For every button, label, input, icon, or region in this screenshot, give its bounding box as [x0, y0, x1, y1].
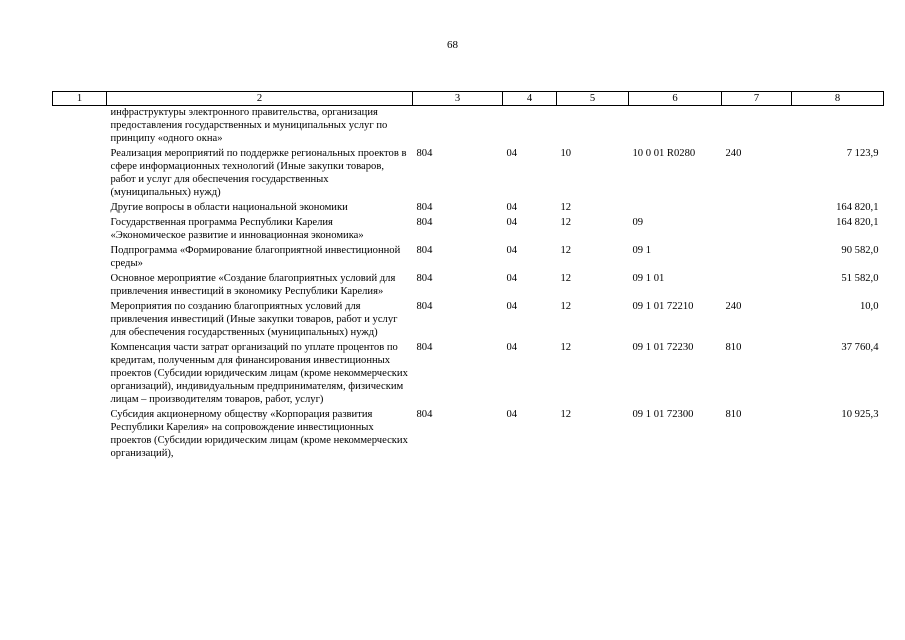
- header-cell: 2: [107, 92, 413, 106]
- cell-subsection: 12: [560, 217, 572, 228]
- cell-section: [503, 106, 557, 148]
- cell-expense-type: [722, 201, 792, 216]
- table-row: [53, 244, 884, 272]
- table-row: [53, 341, 884, 408]
- col-empty: [53, 272, 107, 300]
- header-cell: 6: [629, 92, 722, 106]
- cell-name: Компенсация части затрат организаций по уплате процентов по кредитам, полученным для финансирования инвестиционных проектов (Субсидии юридическим лицам (кроме некоммерческих организаций), индивидуальным предпринимателям, физическим лицам – производителям товаров, работ, услуг): [110, 342, 408, 405]
- cell-name: Подпрограмма «Формирование благоприятной инвестиционной среды»: [110, 245, 401, 269]
- cell-expense-type: 810: [725, 409, 742, 420]
- cell-amount: 10 925,3: [841, 409, 879, 420]
- col-empty: [53, 244, 107, 272]
- col-empty: [53, 216, 107, 244]
- table-row: [53, 216, 884, 244]
- col-empty: [53, 106, 107, 148]
- table-row: [53, 300, 884, 341]
- cell-name: Мероприятия по созданию благоприятных условий для привлечения инвестиций (Иные закупки товаров, работ и услуг для обеспечения государственных (муниципальных) нужд): [110, 301, 398, 338]
- cell-grbs: 804: [416, 217, 433, 228]
- cell-section: 04: [506, 409, 518, 420]
- cell-expense-type: [722, 216, 792, 244]
- cell-grbs: 804: [416, 148, 433, 159]
- cell-expense-type: [722, 106, 792, 148]
- cell-section: 04: [506, 342, 518, 353]
- cell-grbs: 804: [416, 273, 433, 284]
- cell-target-article: [629, 106, 722, 148]
- cell-name: инфраструктуры электронного правительства, организация предоставления государственных и муниципальных услуг по принципу «одного окна»: [110, 107, 388, 144]
- cell-target-article: 09: [632, 217, 644, 228]
- cell-amount: [792, 106, 884, 148]
- table-header: [53, 92, 884, 106]
- cell-grbs: 804: [416, 409, 433, 420]
- cell-section: 04: [506, 301, 518, 312]
- cell-expense-type: 240: [725, 148, 742, 159]
- page-number: 68: [447, 39, 458, 51]
- header-cell: 5: [557, 92, 629, 106]
- col-empty: [53, 341, 107, 408]
- cell-target-article: 09 1 01 72230: [632, 342, 694, 353]
- cell-grbs: 804: [416, 301, 433, 312]
- cell-target-article: 09 1 01: [632, 273, 665, 284]
- col-empty: [53, 147, 107, 201]
- cell-expense-type: 810: [725, 342, 742, 353]
- cell-subsection: 12: [560, 409, 572, 420]
- col-empty: [53, 408, 107, 462]
- table-row: [53, 201, 884, 216]
- cell-grbs: 804: [416, 342, 433, 353]
- cell-section: 04: [506, 217, 518, 228]
- cell-amount: 51 582,0: [841, 273, 879, 284]
- header-cell: 8: [792, 92, 884, 106]
- cell-subsection: 12: [560, 301, 572, 312]
- cell-name: Субсидия акционерному обществу «Корпорация развития Республики Карелия» на сопровождение инвестиционных проектов (Субсидии юридическим лицам (кроме некоммерческих организаций),: [110, 409, 408, 459]
- cell-name: Реализация мероприятий по поддержке региональных проектов в сфере информационных технологий (Иные закупки товаров, работ и услуг для обеспечения государственных (муниципальных) нужд): [110, 148, 407, 198]
- cell-amount: 10,0: [859, 301, 879, 312]
- col-empty: [53, 300, 107, 341]
- cell-subsection: 12: [560, 273, 572, 284]
- cell-amount: 7 123,9: [846, 148, 879, 159]
- cell-subsection: 12: [560, 202, 572, 213]
- cell-amount: 37 760,4: [841, 342, 879, 353]
- header-cell: 1: [53, 92, 107, 106]
- cell-target-article: 09 1 01 72300: [632, 409, 694, 420]
- cell-amount: 164 820,1: [836, 202, 879, 213]
- table-row: [53, 106, 884, 148]
- cell-section: 04: [506, 273, 518, 284]
- cell-subsection: 12: [560, 245, 572, 256]
- budget-table: [52, 91, 884, 462]
- cell-amount: 164 820,1: [836, 217, 879, 228]
- cell-subsection: 12: [560, 342, 572, 353]
- cell-grbs: [413, 106, 503, 148]
- header-cell: 4: [503, 92, 557, 106]
- cell-section: 04: [506, 148, 518, 159]
- cell-section: 04: [506, 245, 518, 256]
- cell-target-article: 09 1: [632, 245, 652, 256]
- table-row: [53, 147, 884, 201]
- cell-grbs: 804: [416, 245, 433, 256]
- table-row: [53, 408, 884, 462]
- header-cell: 3: [413, 92, 503, 106]
- cell-subsection: [557, 106, 629, 148]
- cell-name: Другие вопросы в области национальной экономики: [110, 202, 348, 213]
- cell-name: Государственная программа Республики Карелия «Экономическое развитие и инновационная экономика»: [110, 217, 364, 241]
- header-cell: 7: [722, 92, 792, 106]
- col-empty: [53, 201, 107, 216]
- cell-amount: 90 582,0: [841, 245, 879, 256]
- cell-expense-type: 240: [725, 301, 742, 312]
- cell-grbs: 804: [416, 202, 433, 213]
- cell-target-article: 10 0 01 R0280: [632, 148, 696, 159]
- cell-subsection: 10: [560, 148, 572, 159]
- table-body: [53, 106, 884, 463]
- cell-expense-type: [722, 244, 792, 272]
- cell-section: 04: [506, 202, 518, 213]
- cell-name: Основное мероприятие «Создание благоприятных условий для привлечения инвестиций в экономику Республики Карелия»: [110, 273, 396, 297]
- cell-target-article: 09 1 01 72210: [632, 301, 694, 312]
- cell-expense-type: [722, 272, 792, 300]
- cell-target-article: [629, 201, 722, 216]
- table-row: [53, 272, 884, 300]
